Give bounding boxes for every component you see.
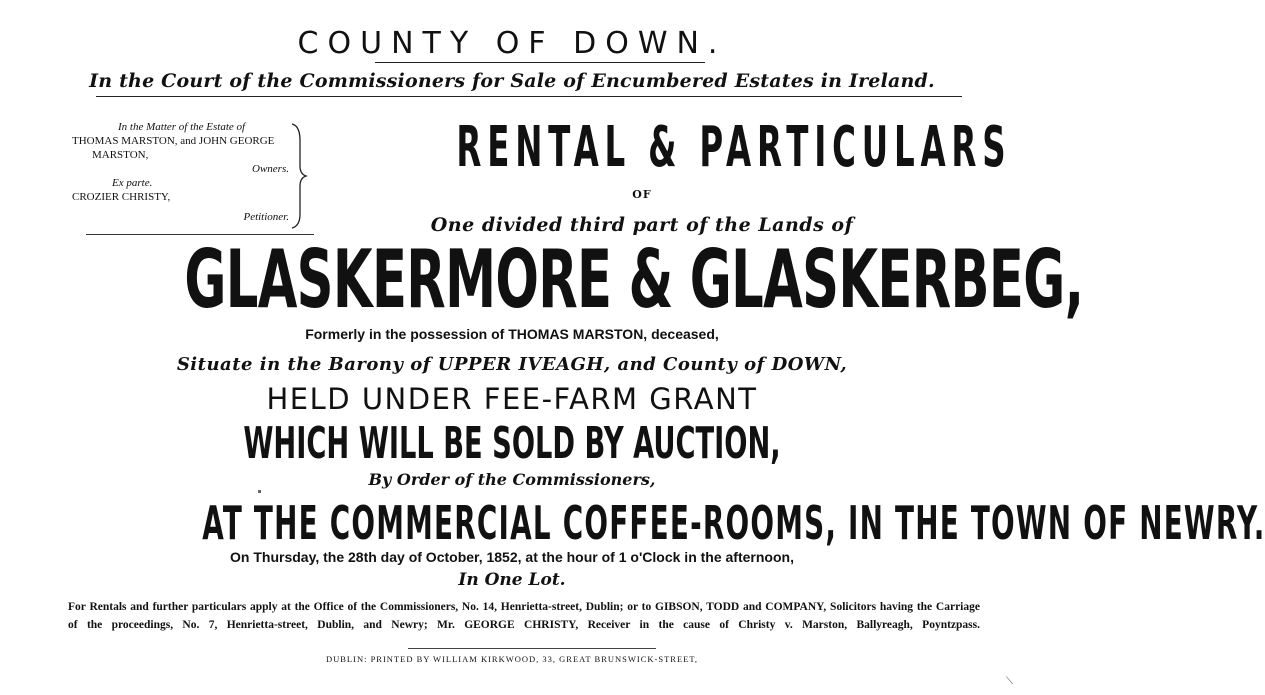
- matter-owners-label: Owners.: [252, 163, 289, 175]
- contact-paragraph: [68, 598, 980, 634]
- lot-line: In One Lot.: [458, 570, 566, 590]
- lands-title: GLASKERMORE & GLASKERBEG,: [184, 233, 1084, 326]
- matter-owners-names-cont: MARSTON,: [92, 149, 149, 161]
- matter-owners-names: THOMAS MARSTON, and JOHN GEORGE: [72, 135, 275, 147]
- contact-line-2: of the proceedings, No. 7, Henrietta-street, Dublin, and Newry; Mr. GEORGE CHRISTY, Receiver in the cause of Christy v. Marston, Ballyreagh, Poyntzpass.: [68, 619, 980, 631]
- matter-exparte: Ex parte.: [112, 177, 153, 189]
- by-order-line: By Order of the Commissioners,: [368, 470, 656, 489]
- county-heading: COUNTY OF DOWN.: [297, 26, 727, 61]
- matter-intro: In the Matter of the Estate of: [118, 121, 246, 133]
- contact-line-1: For Rentals and further particulars apply at the Office of the Commissioners, No. 14, Henrietta-street, Dublin; or to GIBSON, TODD and COMPANY, Solicitors having the Carriage: [68, 601, 980, 613]
- tenure-line: HELD UNDER FEE-FARM GRANT: [266, 382, 758, 416]
- matter-petitioner-label: Petitioner.: [243, 211, 289, 223]
- situate-line: Situate in the Barony of UPPER IVEAGH, and County of DOWN,: [176, 354, 848, 375]
- auction-line: WHICH WILL BE SOLD BY AUCTION,: [243, 418, 781, 469]
- court-heading: In the Court of the Commissioners for Sale of Encumbered Estates in Ireland.: [89, 70, 935, 92]
- brace-icon: [290, 122, 308, 230]
- matter-petitioner-name: CROZIER CHRISTY,: [72, 191, 171, 203]
- formerly-line: Formerly in the possession of THOMAS MARSTON, deceased,: [305, 326, 719, 342]
- of-label: OF: [632, 188, 652, 201]
- rental-heading: RENTAL & PARTICULARS: [456, 115, 1012, 180]
- matter-block: [72, 120, 297, 224]
- venue-line: AT THE COMMERCIAL COFFEE-ROOMS, IN THE TOWN OF NEWRY.: [202, 496, 1265, 550]
- printer-imprint: DUBLIN: PRINTED BY WILLIAM KIRKWOOD, 33, GREAT BRUNSWICK-STREET,: [325, 654, 699, 664]
- divider: [375, 62, 705, 63]
- ink-speck: [258, 490, 261, 493]
- divider: [96, 96, 962, 97]
- divider: [408, 648, 656, 649]
- divided-part-line: One divided third part of the Lands of: [430, 214, 854, 236]
- date-line: On Thursday, the 28th day of October, 1852, at the hour of 1 o'Clock in the afternoon,: [230, 549, 794, 565]
- corner-mark: ⟍: [1006, 676, 1013, 687]
